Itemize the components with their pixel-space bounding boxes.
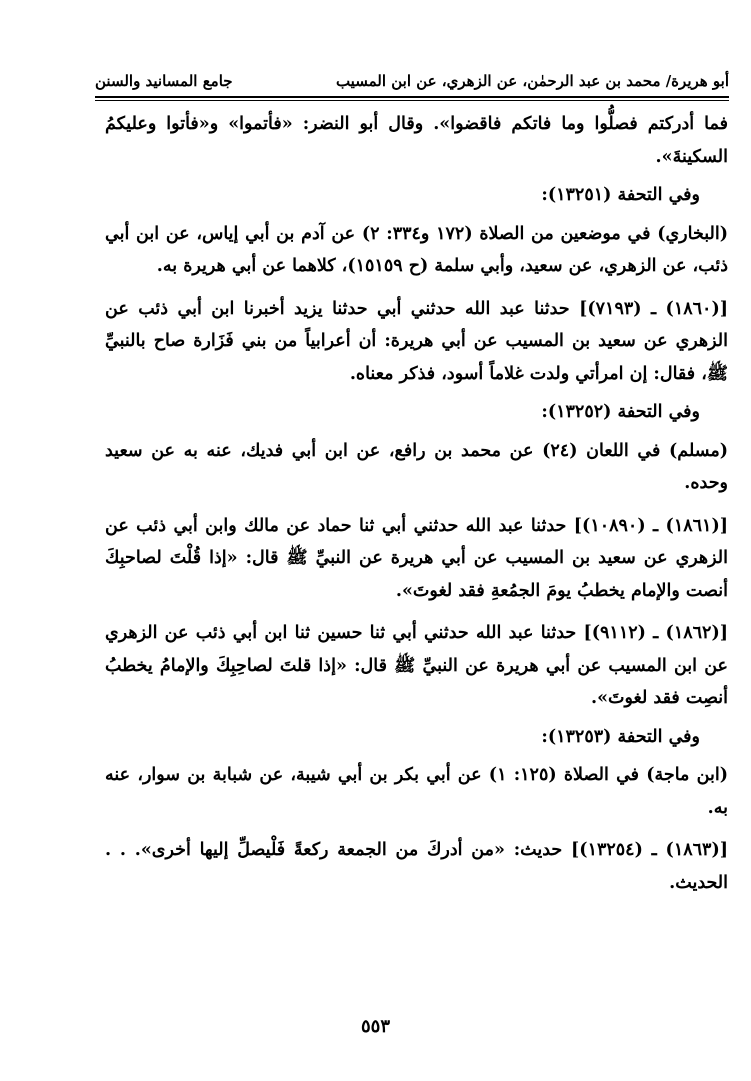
page-number: ٥٥٣ bbox=[360, 1016, 390, 1037]
tuhfa-heading: وفي التحفة (١٣٢٥٢): bbox=[541, 402, 700, 422]
hadith-entry: [(١٨٦٢) ـ (٩١١٢)] حدثنا عبد الله حدثني أبي ثنا حسين ثنا ابن أبي ذئب عن الزهري عن ابن المسيب عن أبي هريرة عن النبيِّ ﷺ قال: «إذا قلتَ لصاحِبِكَ والإمامُ يخطبُ أنصِت فقد لغوتَ». bbox=[105, 623, 728, 708]
tuhfa-heading: وفي التحفة (١٣٢٥٣): bbox=[541, 726, 700, 747]
header-book-title: جامع المسانيد والسنن bbox=[95, 72, 233, 90]
header-rule bbox=[95, 96, 729, 98]
paragraph: (ابن ماجة) في الصلاة (١٢٥: ١) عن أبي بكر بن أبي شيبة، عن شبابة بن سوار، عنه به. bbox=[105, 765, 728, 818]
hadith-entry: [(١٨٦١) ـ (١٠٨٩٠)] حدثنا عبد الله حدثني أبي ثنا حماد عن مالك وابن أبي ذئب عن الزهري عن سعيد بن المسيب عن أبي هريرة عن النبيِّ ﷺ قال: «إذا قُلْتَ لصاحبِكَ أنصت والإمام يخطبُ يومَ الجمُعةِ فقد لغوتَ». bbox=[105, 515, 729, 601]
header-rule-thin bbox=[95, 100, 729, 101]
header-chain-title: أبو هريرة/ محمد بن عبد الرحمٰن، عن الزهري، عن ابن المسيب bbox=[335, 72, 729, 90]
paragraph: (البخاري) في موضعين من الصلاة (١٧٢ و٣٣٤: ٢) عن آدم بن أبي إياس، عن ابن أبي ذئب، عن الزهري، عن سعيد، وأبي سلمة (ح ١٥١٥٩)، كلاهما عن أبي هريرة به. bbox=[105, 223, 729, 276]
main-text bbox=[105, 108, 728, 899]
paragraph: فما أدركتم فصلُّوا وما فاتكم فاقضوا». وقال أبو النضر: «فأتموا» و«فأتوا وعليكمُ السكينةَ». bbox=[105, 114, 728, 167]
paragraph: (مسلم) في اللعان (٢٤) عن محمد بن رافع، عن ابن أبي فديك، عنه به عن سعيد وحده. bbox=[105, 440, 729, 493]
tuhfa-heading: وفي التحفة (١٣٢٥١): bbox=[541, 185, 700, 205]
running-header bbox=[95, 66, 729, 96]
hadith-entry: [(١٨٦٣) ـ (١٣٢٥٤)] حديث: «من أدركَ من الجمعة ركعةً فَلْيصلِّ إليها أخرى». . . الحديث. bbox=[105, 840, 729, 893]
hadith-entry: [(١٨٦٠) ـ (٧١٩٣)] حدثنا عبد الله حدثني أبي حدثنا يزيد أخبرنا ابن أبي ذئب عن الزهري عن سعيد بن المسيب عن أبي هريرة: أن أعرابياً من بني فَزَارة صاح بالنبيِّ ﷺ، فقال: إن امرأتي ولدت غلاماً أسود، فذكر معناه. bbox=[105, 298, 729, 384]
